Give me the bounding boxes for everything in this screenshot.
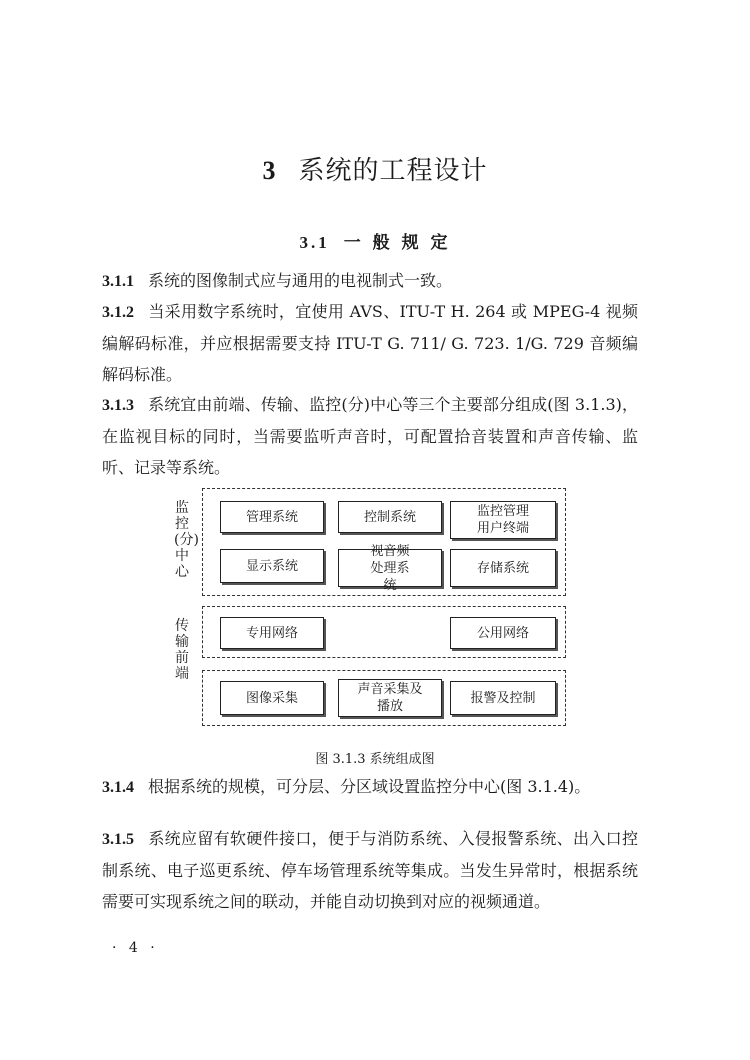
clause-text: 根据系统的规模，可分层、分区域设置监控分中心(图 3.1.4)。 bbox=[148, 777, 591, 796]
label-center: 监控(分)中心 bbox=[174, 500, 199, 580]
box-display: 显示系统 bbox=[220, 549, 324, 583]
box-alarm-control: 报警及控制 bbox=[450, 681, 556, 715]
clause-3-1-4 bbox=[102, 771, 638, 803]
box-audio-capture: 声音采集及播放 bbox=[338, 679, 442, 717]
clause-text: 系统的图像制式应与通用的电视制式一致。 bbox=[148, 271, 453, 290]
section-title-text: 一 般 规 定 bbox=[343, 233, 451, 253]
box-av-processing: 视音频处理系统 bbox=[338, 549, 442, 587]
clause-3-1-1 bbox=[102, 265, 638, 297]
box-user-terminal: 监控管理用户终端 bbox=[450, 501, 556, 539]
section-title bbox=[0, 228, 750, 253]
page-number: · 4 · bbox=[112, 940, 159, 956]
chapter-title-text: 系统的工程设计 bbox=[298, 156, 488, 186]
box-image-capture: 图像采集 bbox=[220, 681, 324, 715]
clause-3-1-2 bbox=[102, 296, 638, 390]
chapter-title bbox=[0, 150, 750, 187]
clause-id: 3.1.4 bbox=[102, 779, 134, 796]
clause-3-1-3 bbox=[102, 389, 638, 483]
box-public-network: 公用网络 bbox=[450, 617, 556, 649]
clause-text: 系统应留有软硬件接口，便于与消防系统、入侵报警系统、出入口控制系统、电子巡更系统、停车场管理系统等集成。当发生异常时，根据系统需要可实现系统之间的联动，并能自动切换到对应的视频通道。 bbox=[102, 829, 638, 911]
box-private-network: 专用网络 bbox=[220, 617, 324, 649]
chapter-number: 3 bbox=[262, 156, 277, 185]
clause-id: 3.1.5 bbox=[102, 831, 134, 848]
box-storage: 存储系统 bbox=[450, 549, 556, 587]
clause-id: 3.1.1 bbox=[102, 273, 134, 290]
clause-text: 当采用数字系统时，宜使用 AVS、ITU-T H. 264 或 MPEG-4 视频编解码标准，并应根据需要支持 ITU-T G. 711/ G. 723. 1/G. 729 音频编解码标准。 bbox=[102, 302, 638, 384]
section-number: 3.1 bbox=[299, 233, 330, 252]
box-control: 控制系统 bbox=[338, 501, 442, 533]
figure-caption: 图 3.1.3 系统组成图 bbox=[315, 752, 435, 767]
box-management: 管理系统 bbox=[220, 501, 324, 533]
clause-id: 3.1.2 bbox=[102, 304, 134, 321]
clause-3-1-5 bbox=[102, 823, 638, 917]
label-transmission: 传输 bbox=[175, 618, 189, 650]
system-diagram bbox=[170, 488, 580, 734]
clause-text: 系统宜由前端、传输、监控(分)中心等三个主要部分组成(图 3.1.3)，在监视目标的同时，当需要监听声音时，可配置拾音装置和声音传输、监听、记录等系统。 bbox=[102, 395, 638, 477]
clause-id: 3.1.3 bbox=[102, 397, 134, 414]
label-frontend: 前端 bbox=[175, 650, 189, 682]
